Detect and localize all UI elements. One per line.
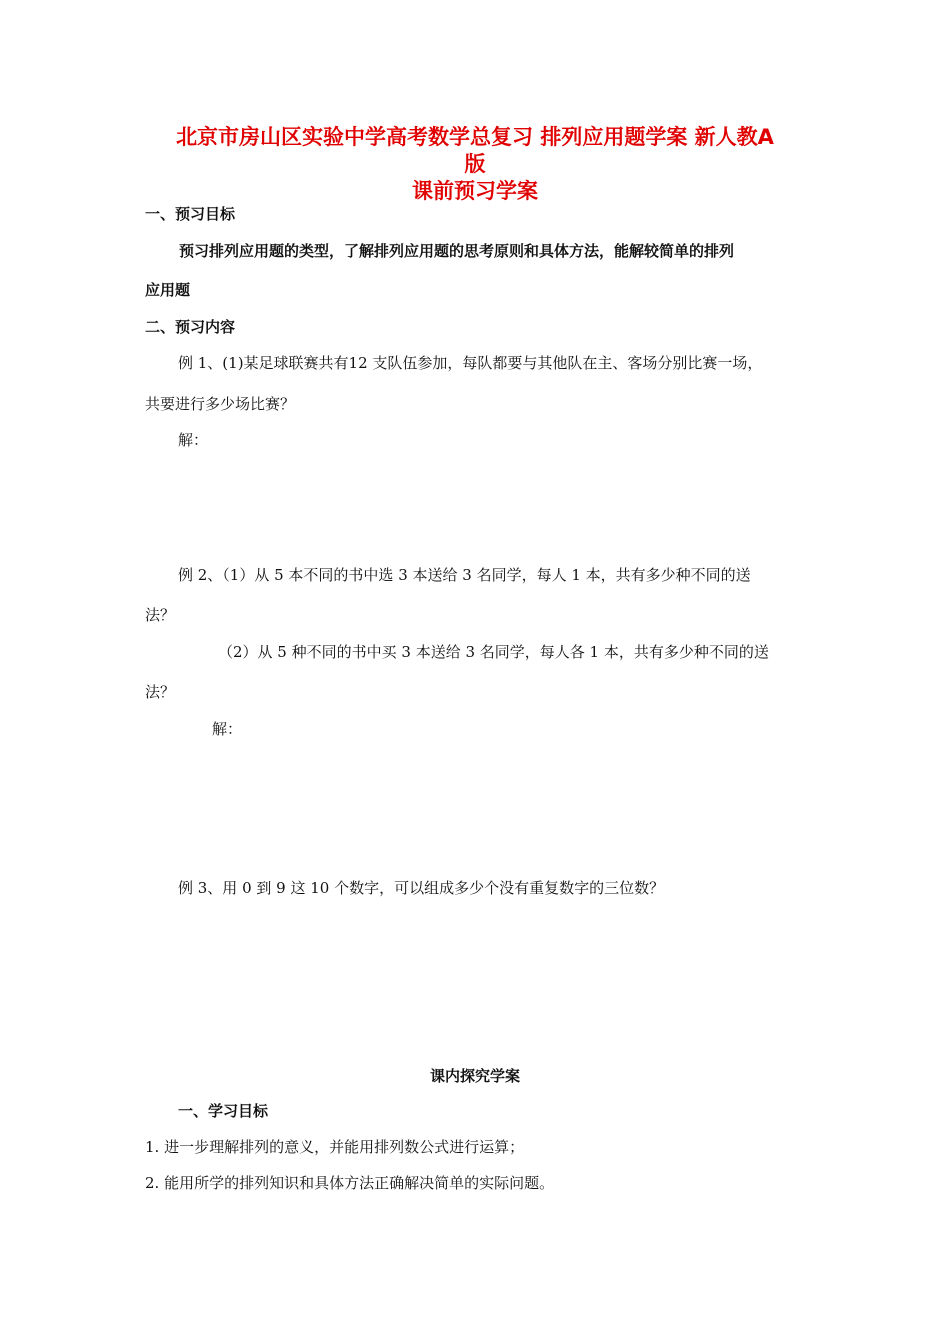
example-1-text-1: 例 1、(1)某足球联赛共有12 支队伍参加，每队都要与其他队在主、客场分别比赛一场，	[178, 354, 763, 372]
example-1-answer-label: 解：	[178, 431, 209, 449]
preview-goal-text-2: 应用题	[145, 281, 191, 299]
inclass-goal-1: 1. 进一步理解排列的意义，并能用排列数公式进行运算；	[145, 1138, 525, 1156]
doc-title-line1: 北京市房山区实验中学高考数学总复习 排列应用题学案 新人教A	[176, 125, 774, 149]
doc-title-line2: 版	[464, 152, 486, 176]
inclass-section-title: 课内探究学案	[429, 1067, 520, 1085]
example-2-text-2: 法？	[145, 606, 176, 624]
example-2-part2-text-1: （2）从 5 种不同的书中买 3 本送给 3 名同学，每人各 1 本，共有多少种不同的送	[218, 643, 769, 661]
example-2-part2-text-2: 法？	[145, 683, 176, 701]
doc-subtitle: 课前预习学案	[412, 179, 538, 203]
preview-content-heading-text: 二、预习内容	[145, 318, 236, 336]
example-1-text-2: 共要进行多少场比赛？	[145, 395, 296, 413]
preview-content-heading	[145, 316, 235, 337]
example-2-answer-label: 解：	[212, 720, 243, 738]
inclass-goal-heading: 一、学习目标	[178, 1102, 269, 1120]
example-2-text-1: 例 2、（1）从 5 本不同的书中选 3 本送给 3 名同学，每人 1 本，共有多少种不同的送	[178, 566, 751, 584]
preview-goal-heading: 一、预习目标	[145, 205, 236, 223]
preview-goal-text-1: 预习排列应用题的类型，了解排列应用题的思考原则和具体方法，能解较简单的排列	[179, 242, 735, 260]
inclass-goal-2: 2. 能用所学的排列知识和具体方法正确解决简单的实际问题。	[145, 1174, 555, 1192]
example-3-text: 例 3、用 0 到 9 这 10 个数字，可以组成多少个没有重复数字的三位数？	[178, 879, 665, 897]
